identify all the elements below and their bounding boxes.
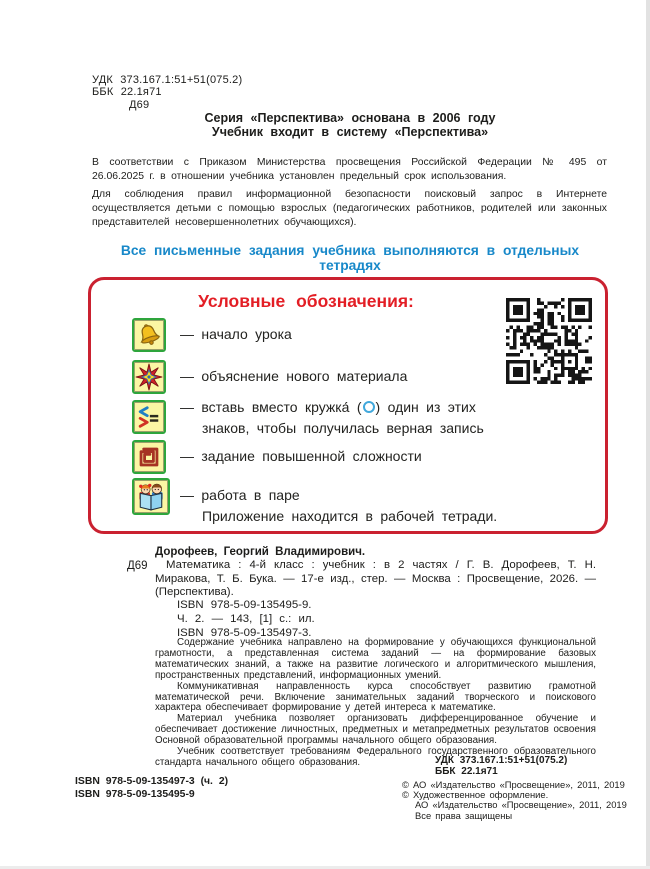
legend-item-advanced-task: — задание повышенной сложности [180,448,422,464]
author-sign-code: Д69 [129,98,150,111]
insert-sign-line2: знаков, чтобы получилась верная запись [202,420,484,436]
copyright-block [402,780,627,821]
series-statement [92,112,608,139]
legend-box [88,277,608,534]
annotation-paragraph-4: Учебник соответствует требованиям Федерального государственного образовательного стандарта начального общего образования. [155,746,596,768]
qr-code [505,298,593,384]
star-icon [132,360,166,394]
udk-code: УДК 373.167.1:51+51(075.2) [92,74,243,86]
series-line-2: Учебник входит в систему «Перспектива» [211,124,489,139]
insert-sign-text-before: — вставь вместо кружка́ ( [180,399,362,415]
footer-isbn-series: ISBN 978-5-09-135495-9 [75,788,195,800]
annotation-paragraph-3: Материал учебника позволяет организовать дифференцированное обучение и обеспечивает достижение личностных, предметных и метапредметных результатов освоения Основной образовательной программы начального общего образования. [155,713,596,747]
footer-isbn-part: ISBN 978-5-09-135497-3 (ч. 2) [75,776,229,787]
bib-isbn-series: ISBN 978-5-09-135495-9. [177,599,312,611]
copyright-line-3: АО «Издательство «Просвещение», 2011, 2019 [415,799,627,811]
bib-entry: Математика : 4-й класс : учебник : в 2 частях / Г. В. Дорофеев, Т. Н. Миракова, Т. Б. Бука. — 17-е изд., стер. — Москва : Просвещение, 2026. — (Перспектива). [155,559,596,599]
copyright-line-1: © АО «Издательство «Просвещение», 2011, 2019 [402,779,625,790]
legend-item-new-material: — объяснение нового материала [180,368,408,384]
legend-item-pair-work [180,485,497,526]
annotation [155,638,596,769]
copyright-line-4: Все права защищены [415,809,513,821]
legend-item-insert-sign [180,397,484,439]
bell-icon [132,318,166,352]
usage-term-notice: В соответствии с Приказом Министерства просвещения Российской Федерации № 495 от 26.06.2025 г. в отношении учебника установлен предельный срок использования. [92,157,607,182]
scan-edge [646,0,650,869]
legend-title: Условные обозначения: [198,291,414,311]
bbk-code: ББК 22.1я71 [92,86,162,99]
insert-sign-text-after: ) один из этих [375,399,476,415]
pair-work-icon [132,478,170,515]
catalog-codes [92,74,242,111]
annotation-paragraph-2: Коммуникативная направленность курса способствует развитию грамотной математической речи. Включение занимательных заданий творческого и поискового характера обеспечивает формирование у детей интереса к математике. [155,680,596,714]
pair-work-line2: Приложение находится в рабочей тетради. [202,507,498,524]
pair-work-line1: — работа в паре [180,487,300,503]
circle-placeholder-icon [363,401,375,413]
copyright-line-2: © Художественное оформление. [402,789,549,801]
safety-notice: Для соблюдения правил информационной безопасности поисковый запрос в Интернете осуществляется детьми с помощью взрослых (педагогических работников, родителей или законных представителей несовершеннолетних обучающихся). [92,189,607,228]
workbook-note: Все письменные задания учебника выполняются в отдельных тетрадях [120,243,580,273]
bib-author-sign: Д69 [127,560,148,572]
insert-sign-line1 [180,397,484,418]
bottom-bbk: ББК 22.1я71 [435,766,498,777]
bib-author: Дорофеев, Георгий Владимирович. [155,546,366,558]
comparison-signs-icon [132,400,166,434]
bib-isbn-part: ISBN 978-5-09-135497-3. [177,627,312,639]
spiral-icon [132,440,166,474]
bottom-catalog-codes [435,755,567,777]
annotation-paragraph-1: Содержание учебника направлено на формирование у обучающихся функциональной грамотности, а представленная система заданий — на формирование базовых математических знаний, а также на развитие логического и алгоритмического мышления, пространственных представлений, информационных умений. [155,637,596,681]
bottom-udk: УДК 373.167.1:51+51(075.2) [435,755,568,766]
bib-part-info: Ч. 2. — 143, [1] с.: ил. [177,613,315,625]
footer-isbn-block [75,776,228,802]
series-line-1: Серия «Перспектива» основана в 2006 году [204,111,496,125]
legend-item-lesson-start: — начало урока [180,326,292,342]
